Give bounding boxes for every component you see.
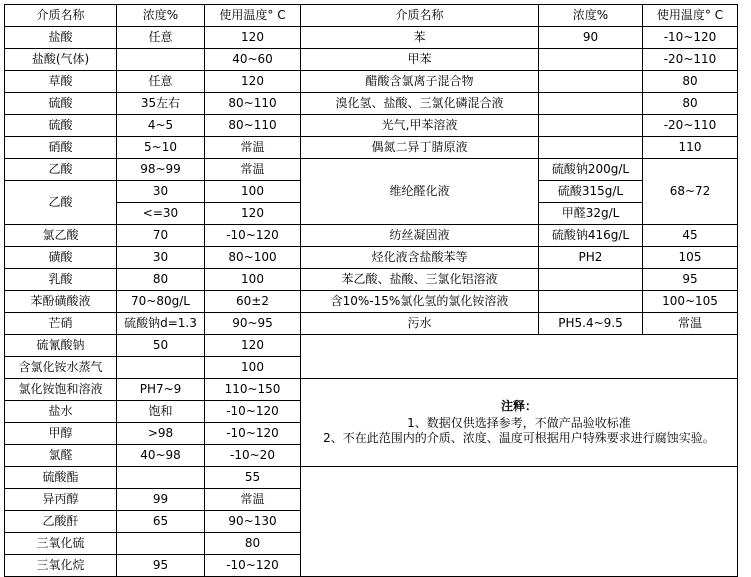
left-conc: 70 bbox=[117, 225, 205, 247]
left-conc: 99 bbox=[117, 489, 205, 511]
right-conc: 硫酸钠416g/L bbox=[539, 225, 643, 247]
right-temp: 110 bbox=[643, 137, 738, 159]
right-temp: 80 bbox=[643, 93, 738, 115]
right-name: 光气,甲苯溶液 bbox=[301, 115, 539, 137]
left-name: 含氯化铵水蒸气 bbox=[5, 357, 117, 379]
table-header-row bbox=[5, 5, 738, 27]
table-row bbox=[5, 335, 738, 357]
header-right-name: 介质名称 bbox=[301, 5, 539, 27]
left-name: 盐水 bbox=[5, 401, 117, 423]
right-conc: 90 bbox=[539, 27, 643, 49]
notes-line-2: 2、不在此范围内的介质、浓度、温度可根据用户特殊要求进行腐蚀实验。 bbox=[323, 431, 715, 445]
left-conc: 5~10 bbox=[117, 137, 205, 159]
left-conc bbox=[117, 467, 205, 489]
right-conc bbox=[539, 137, 643, 159]
table-row bbox=[5, 467, 738, 489]
right-conc bbox=[539, 49, 643, 71]
left-conc: 80 bbox=[117, 269, 205, 291]
table-row bbox=[5, 137, 738, 159]
left-temp: 100 bbox=[205, 181, 301, 203]
left-name: 盐酸(气体) bbox=[5, 49, 117, 71]
table-row bbox=[5, 115, 738, 137]
left-name: 氯醛 bbox=[5, 445, 117, 467]
left-temp: 100 bbox=[205, 357, 301, 379]
left-temp: 80~100 bbox=[205, 247, 301, 269]
left-conc: <=30 bbox=[117, 203, 205, 225]
right-conc: 硫酸钠200g/L bbox=[539, 159, 643, 181]
left-temp: 90~130 bbox=[205, 511, 301, 533]
left-conc: 任意 bbox=[117, 71, 205, 93]
left-name: 乙酸 bbox=[5, 181, 117, 225]
header-right-temp: 使用温度° C bbox=[643, 5, 738, 27]
right-temp: 95 bbox=[643, 269, 738, 291]
left-temp: -10~120 bbox=[205, 423, 301, 445]
right-name: 偶氮二异丁腈原液 bbox=[301, 137, 539, 159]
media-table bbox=[4, 4, 738, 577]
left-temp: 100 bbox=[205, 269, 301, 291]
left-temp: 常温 bbox=[205, 159, 301, 181]
left-temp: -10~120 bbox=[205, 401, 301, 423]
left-conc bbox=[117, 357, 205, 379]
table-row bbox=[5, 291, 738, 313]
left-conc: 35左右 bbox=[117, 93, 205, 115]
notes-title: 注释： bbox=[500, 399, 537, 413]
right-temp: -20~110 bbox=[643, 115, 738, 137]
right-temp: 80 bbox=[643, 71, 738, 93]
right-conc bbox=[539, 71, 643, 93]
right-name: 甲苯 bbox=[301, 49, 539, 71]
left-name: 三氧化硫 bbox=[5, 533, 117, 555]
left-temp: 40~60 bbox=[205, 49, 301, 71]
left-name: 硝酸 bbox=[5, 137, 117, 159]
right-name: 含10%-15%氯化氢的氯化铵溶液 bbox=[301, 291, 539, 313]
header-left-name: 介质名称 bbox=[5, 5, 117, 27]
right-conc bbox=[539, 269, 643, 291]
left-temp: 110~150 bbox=[205, 379, 301, 401]
header-left-temp: 使用温度° C bbox=[205, 5, 301, 27]
left-temp: 80~110 bbox=[205, 115, 301, 137]
left-name: 乙酸 bbox=[5, 159, 117, 181]
left-temp: -10~120 bbox=[205, 225, 301, 247]
left-conc: 30 bbox=[117, 181, 205, 203]
left-conc: 65 bbox=[117, 511, 205, 533]
left-conc: 30 bbox=[117, 247, 205, 269]
left-name: 苯酚磺酸液 bbox=[5, 291, 117, 313]
left-name: 乙酸酐 bbox=[5, 511, 117, 533]
table-row bbox=[5, 159, 738, 181]
header-right-conc: 浓度% bbox=[539, 5, 643, 27]
table-row bbox=[5, 49, 738, 71]
left-temp: 55 bbox=[205, 467, 301, 489]
left-temp: 60±2 bbox=[205, 291, 301, 313]
left-name: 氯化铵饱和溶液 bbox=[5, 379, 117, 401]
left-conc: 95 bbox=[117, 555, 205, 577]
right-conc bbox=[539, 93, 643, 115]
left-name: 盐酸 bbox=[5, 27, 117, 49]
left-conc: 98~99 bbox=[117, 159, 205, 181]
left-conc: 70~80g/L bbox=[117, 291, 205, 313]
left-conc: 任意 bbox=[117, 27, 205, 49]
table-row bbox=[5, 27, 738, 49]
left-temp: -10~120 bbox=[205, 555, 301, 577]
left-temp: 120 bbox=[205, 71, 301, 93]
left-temp: 120 bbox=[205, 27, 301, 49]
right-temp: 45 bbox=[643, 225, 738, 247]
notes-spacer bbox=[301, 335, 738, 379]
left-name: 硫氰酸钠 bbox=[5, 335, 117, 357]
left-name: 氯乙酸 bbox=[5, 225, 117, 247]
right-name: 烃化液含盐酸苯等 bbox=[301, 247, 539, 269]
left-name: 异丙醇 bbox=[5, 489, 117, 511]
left-name: 磺酸 bbox=[5, 247, 117, 269]
left-temp: 80 bbox=[205, 533, 301, 555]
right-name-weilun: 维纶醛化液 bbox=[301, 159, 539, 225]
right-conc: 硫酸315g/L bbox=[539, 181, 643, 203]
left-name: 硫酸 bbox=[5, 115, 117, 137]
right-name: 纺丝凝固液 bbox=[301, 225, 539, 247]
left-name: 甲醇 bbox=[5, 423, 117, 445]
right-temp: 常温 bbox=[643, 313, 738, 335]
table-row bbox=[5, 379, 738, 401]
header-left-conc: 浓度% bbox=[117, 5, 205, 27]
media-compatibility-sheet bbox=[0, 4, 751, 572]
right-name: 污水 bbox=[301, 313, 539, 335]
left-temp: -10~20 bbox=[205, 445, 301, 467]
left-name: 芒硝 bbox=[5, 313, 117, 335]
right-conc bbox=[539, 291, 643, 313]
left-conc: 饱和 bbox=[117, 401, 205, 423]
left-conc: >98 bbox=[117, 423, 205, 445]
left-name: 草酸 bbox=[5, 71, 117, 93]
right-temp: -20~110 bbox=[643, 49, 738, 71]
notes-block bbox=[301, 379, 738, 467]
left-name: 三氧化烷 bbox=[5, 555, 117, 577]
left-conc: 硫酸钠d=1.3 bbox=[117, 313, 205, 335]
left-conc: PH7~9 bbox=[117, 379, 205, 401]
right-name: 醋酸含氯离子混合物 bbox=[301, 71, 539, 93]
right-name: 溴化氢、盐酸、三氯化磷混合液 bbox=[301, 93, 539, 115]
left-conc bbox=[117, 49, 205, 71]
right-conc bbox=[539, 115, 643, 137]
right-conc: PH5.4~9.5 bbox=[539, 313, 643, 335]
right-name: 苯乙酸、盐酸、三氯化铝溶液 bbox=[301, 269, 539, 291]
left-temp: 常温 bbox=[205, 137, 301, 159]
left-name: 硫酸 bbox=[5, 93, 117, 115]
right-temp-weilun: 68~72 bbox=[643, 159, 738, 225]
right-conc: PH2 bbox=[539, 247, 643, 269]
right-temp: 100~105 bbox=[643, 291, 738, 313]
table-row bbox=[5, 225, 738, 247]
left-temp: 常温 bbox=[205, 489, 301, 511]
left-temp: 80~110 bbox=[205, 93, 301, 115]
left-conc: 40~98 bbox=[117, 445, 205, 467]
left-temp: 120 bbox=[205, 203, 301, 225]
table-row bbox=[5, 313, 738, 335]
table-row bbox=[5, 269, 738, 291]
notes-line-1: 1、数据仅供选择参考，不做产品验收标准 bbox=[407, 416, 631, 430]
right-temp: -10~120 bbox=[643, 27, 738, 49]
left-conc: 4~5 bbox=[117, 115, 205, 137]
left-temp: 90~95 bbox=[205, 313, 301, 335]
right-name: 苯 bbox=[301, 27, 539, 49]
left-name: 乳酸 bbox=[5, 269, 117, 291]
table-row bbox=[5, 71, 738, 93]
left-conc bbox=[117, 533, 205, 555]
left-temp: 120 bbox=[205, 335, 301, 357]
right-temp: 105 bbox=[643, 247, 738, 269]
left-conc: 50 bbox=[117, 335, 205, 357]
table-row bbox=[5, 247, 738, 269]
left-name: 硫酸酯 bbox=[5, 467, 117, 489]
table-row bbox=[5, 93, 738, 115]
right-conc: 甲醛32g/L bbox=[539, 203, 643, 225]
notes-spacer-bottom bbox=[301, 467, 738, 577]
